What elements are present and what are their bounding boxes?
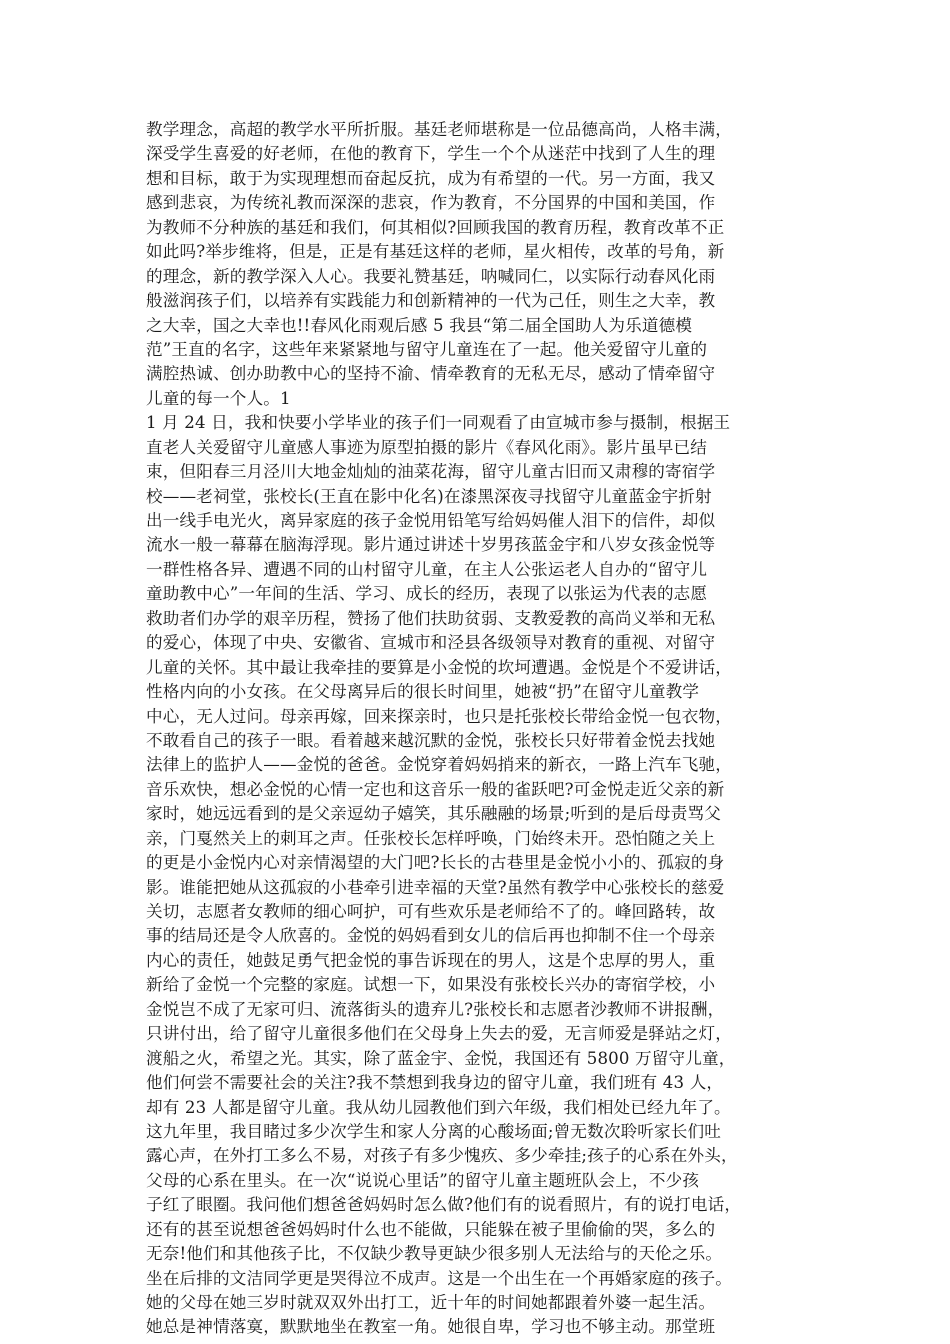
text-line: 儿童的每一个人。1 xyxy=(146,388,291,408)
text-line: 校——老祠堂，张校长(王直在影中化名)在漆黑深夜寻找留守儿童蓝金宇折射 xyxy=(146,486,712,506)
text-line: 为教师不分种族的基廷和我们，何其相似?回顾我国的教育历程，教育改革不正 xyxy=(146,217,725,237)
text-line: 深受学生喜爱的好老师，在他的教育下，学生一个个从迷茫中找到了人生的理 xyxy=(146,144,716,164)
text-line: 1 月 24 日，我和快要小学毕业的孩子们一同观看了由宣城市参与摄制，根据王 xyxy=(146,413,731,433)
text-line: 直老人关爱留守儿童感人事迹为原型拍摄的影片《春风化雨》。影片虽早已结 xyxy=(146,437,707,457)
text-line: 事的结局还是令人欣喜的。金悦的妈妈看到女儿的信后再也抑制不住一个母亲 xyxy=(146,926,716,946)
text-line: 想和目标，敢于为实现理想而奋起反抗，成为有希望的一代。另一方面，我又 xyxy=(146,168,716,188)
text-line: 家时，她远远看到的是父亲逗幼子嬉笑，其乐融融的场景;听到的是后母责骂父 xyxy=(146,804,722,824)
text-line: 还有的甚至说想爸爸妈妈时什么也不能做，只能躲在被子里偷偷的哭，多么的 xyxy=(146,1219,716,1239)
text-line: 他们何尝不需要社会的关注?我不禁想到我身边的留守儿童，我们班有 43 人， xyxy=(146,1073,724,1093)
text-line: 教学理念，高超的教学水平所折服。基廷老师堪称是一位品德高尚，人格丰满， xyxy=(146,120,733,139)
text-line: 内心的责任，她鼓足勇气把金悦的事告诉现在的男人，这是个忠厚的男人，重 xyxy=(146,950,716,970)
text-line: 子红了眼圈。我问他们想爸爸妈妈时怎么做?他们有的说看照片，有的说打电话， xyxy=(146,1195,742,1215)
text-line: 一群性格各异、遭遇不同的山村留守儿童，在主人公张运老人自办的“留守儿 xyxy=(146,559,708,579)
text-line: 般滋润孩子们，以培养有实践能力和创新精神的一代为己任，则生之大幸，教 xyxy=(146,291,716,311)
text-line: 这九年里，我目睹过多少次学生和家人分离的心酸场面;曾无数次聆听家长们吐 xyxy=(146,1121,722,1141)
text-line: 金悦岂不成了无家可归、流落街头的遗弃儿?张校长和志愿者沙教师不讲报酬， xyxy=(146,999,725,1019)
text-line: 的更是小金悦内心对亲情渴望的大门吧?长长的古巷里是金悦小小的、孤寂的身 xyxy=(146,853,725,873)
text-line: 音乐欢快，想必金悦的心情一定也和这音乐一般的雀跃吧?可金悦走近父亲的新 xyxy=(146,779,725,799)
text-line: 童助教中心”一年间的生活、学习、成长的经历，表现了以张运为代表的志愿 xyxy=(146,584,708,604)
text-line: 的理念，新的教学深入人心。我要礼赞基廷，呐喊同仁，以实际行动春风化雨 xyxy=(146,266,716,286)
text-line: 性格内向的小女孩。在父母离异后的很长时间里，她被“扔”在留守儿童教学 xyxy=(146,682,700,702)
text-line: 只讲付出，给了留守儿童很多他们在父母身上失去的爱，无言师爱是驿站之灯， xyxy=(146,1024,733,1044)
text-line: 亲，门戛然关上的刺耳之声。任张校长怎样呼唤，门始终未开。恐怕随之关上 xyxy=(146,828,716,848)
text-line: 范”王直的名字，这些年来紧紧地与留守儿童连在了一起。他关爱留守儿童的 xyxy=(146,339,708,359)
text-line: 关切，志愿者女教师的细心呵护，可有些欢乐是老师给不了的。峰回路转，故 xyxy=(146,902,716,921)
text-line: 渡船之火，希望之光。其实，除了蓝金宇、金悦，我国还有 5800 万留守儿童， xyxy=(146,1048,736,1068)
text-line: 坐在后排的文洁同学更是哭得泣不成声。这是一个出生在一个再婚家庭的孩子。 xyxy=(146,1268,733,1288)
text-line: 无奈!他们和其他孩子比，不仅缺少教导更缺少很多别人无法给与的天伦之乐。 xyxy=(146,1244,723,1264)
body-text xyxy=(146,118,810,1340)
text-line: 她总是神情落寞，默默地坐在教室一角。她很自卑，学习也不够主动。那堂班 xyxy=(146,1317,716,1337)
text-line: 父母的心系在里头。在一次“说说心里话”的留守儿童主题班队会上，不少孩 xyxy=(146,1170,700,1190)
text-line: 束，但阳春三月泾川大地金灿灿的油菜花海，留守儿童古旧而又肃穆的寄宿学 xyxy=(146,462,716,482)
text-line: 露心声，在外打工多么不易，对孩子有多少愧疚、多少牵挂;孩子的心系在外头， xyxy=(146,1146,738,1166)
text-line: 影。谁能把她从这孤寂的小巷牵引进幸福的天堂?虽然有教学中心张校长的慈爱 xyxy=(146,877,725,897)
text-line: 满腔热诚、创办助教中心的坚持不渝、情牵教育的无私无尽，感动了情牵留守 xyxy=(146,364,716,384)
text-line: 的爱心，体现了中央、安徽省、宣城市和泾县各级领导对教育的重视、对留守 xyxy=(146,633,716,653)
text-line: 新给了金悦一个完整的家庭。试想一下，如果没有张校长兴办的寄宿学校，小 xyxy=(146,975,716,995)
text-line: 之大幸，国之大幸也!!春风化雨观后感 5 我县“第二届全国助人为乐道德模 xyxy=(146,315,693,335)
text-line: 中心，无人过问。母亲再嫁，回来探亲时，也只是托张校长带给金悦一包衣物， xyxy=(146,706,733,726)
text-line: 流水一般一幕幕在脑海浮现。影片通过讲述十岁男孩蓝金宇和八岁女孩金悦等 xyxy=(146,535,716,555)
text-line: 法律上的监护人——金悦的爸爸。金悦穿着妈妈捎来的新衣，一路上汽车飞驰， xyxy=(146,755,733,775)
text-line: 却有 23 人都是留守儿童。我从幼儿园教他们到六年级，我们相处已经九年了。 xyxy=(146,1097,731,1117)
text-line: 不敢看自己的孩子一眼。看着越来越沉默的金悦，张校长只好带着金悦去找她 xyxy=(146,730,716,750)
text-line: 儿童的关怀。其中最让我牵挂的要算是小金悦的坎坷遭遇。金悦是个不爱讲话， xyxy=(146,657,733,677)
text-line: 她的父母在她三岁时就双双外出打工，近十年的时间她都跟着外婆一起生活。 xyxy=(146,1293,716,1312)
text-line: 如此吗?举步维将，但是，正是有基廷这样的老师，星火相传，改革的号角，新 xyxy=(146,242,725,262)
text-line: 救助者们办学的艰辛历程，赞扬了他们扶助贫弱、支教爱教的高尚义举和无私 xyxy=(146,608,716,628)
document-page xyxy=(146,118,810,1340)
text-line: 出一线手电光火，离异家庭的孩子金悦用铅笔写给妈妈催人泪下的信件，却似 xyxy=(146,511,716,530)
text-line: 感到悲哀，为传统礼教而深深的悲哀，作为教育，不分国界的中国和美国，作 xyxy=(146,193,716,213)
